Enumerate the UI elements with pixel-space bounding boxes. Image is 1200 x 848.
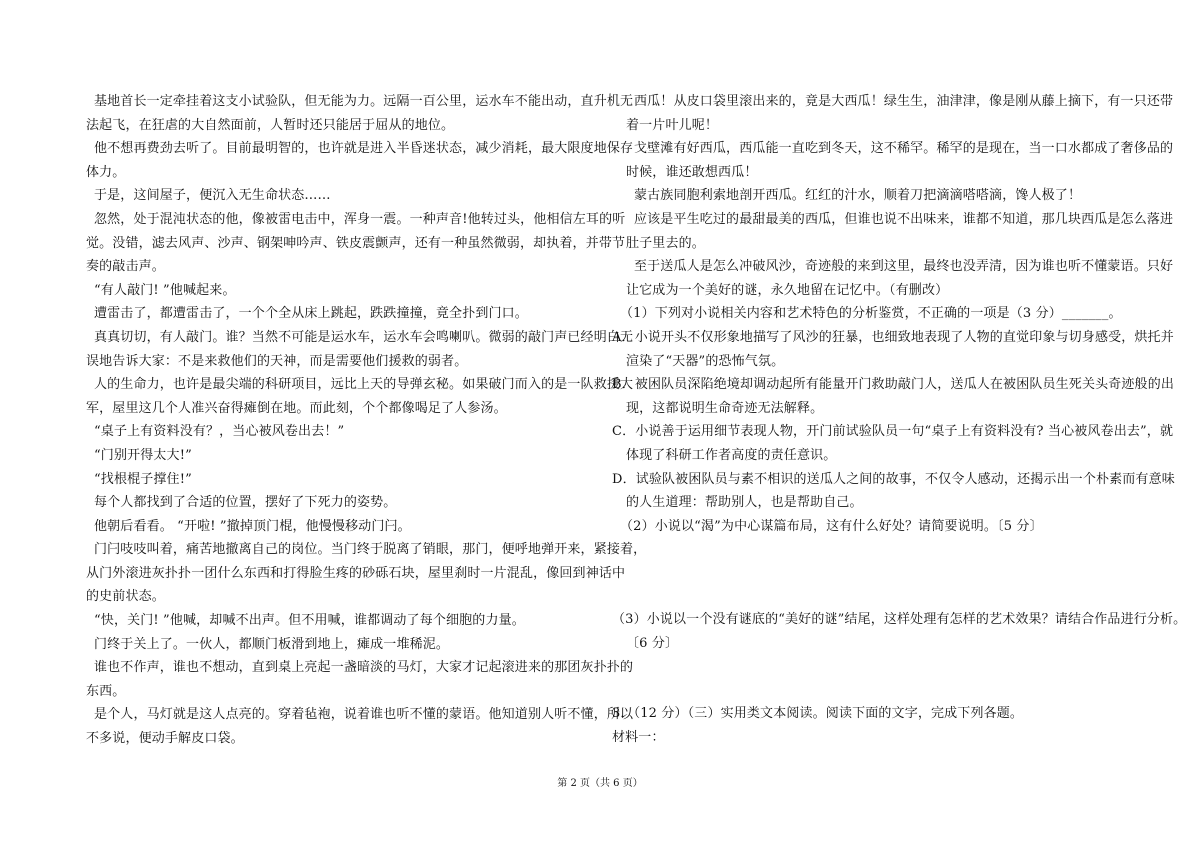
answer-space [612,538,1130,608]
left-text-line: 门闩吱吱叫着，痛苦地撤离自己的岗位。当门终于脱离了销眼，那门，便呼地弹开来，紧接着， [94,542,647,558]
right-text-line: B．被困队员深陷绝境却调动起所有能量开门救助敲门人，送瓜人在被困队员生死关头奇迹般的出 [612,377,1175,393]
right-text-line: 现，这都说明生命奇迹无法解释。 [626,400,824,416]
left-text-line: 基地首长一定牵挂着这支小试验队，但无能为力。远隔一百公里，运水车不能出动，直升机无 [94,94,634,109]
left-text-line: 他不想再费劲去听了。目前最明智的，也许就是进入半昏迷状态，减少消耗，最大限度地保存 [94,141,634,157]
left-text-line: 东西。 [86,683,126,699]
right-text-line: 时候，谁还敢想西瓜！ [626,164,758,180]
right-text-line: D．试验队被困队员与素不相识的送瓜人之间的故事，不仅令人感动，还揭示出一个朴素而有意味 [612,471,1175,487]
left-text-line: 不多说，便动手解皮口袋。 [86,731,244,747]
left-text-line: 奏的敲击声。 [86,259,165,275]
left-text-line: 误地告诉大家：不是来救他们的天神，而是需要他们援救的弱者。 [86,353,468,369]
right-text-line: 材料一： [612,730,665,746]
left-text-line: 忽然，处于混沌状态的他，像被雷电击中，浑身一震。一种声音!他转过头，他相信左耳的听 [94,211,626,227]
left-text-line: 军，屋里这几个人准兴奋得瘫倒在地。而此刻，个个都像喝足了人参汤。 [86,400,507,416]
right-text-line: 体现了科研工作者高度的责任意识。 [626,447,837,463]
left-text-line: 于是，这间屋子，便沉入无生命状态…… [94,188,331,204]
left-text-line: 是个人，马灯就是这人点亮的。穿着毡袍，说着谁也听不懂的蒙语。他知道别人听不懂，所以 [94,707,634,723]
right-text-line: （2）小说以“渴”为中心谋篇布局，这有什么好处？请简要说明。〔5 分〕 [620,518,1043,534]
left-text-line: 真真切切，有人敲门。谁？当然不可能是运水车，运水车会鸣喇叭。微弱的敲门声已经明白无 [94,329,634,345]
left-text-line: “门别开得太大!” [94,447,192,463]
right-text-line: 肚子里去的。 [626,235,705,251]
right-text-line: 戈壁滩有好西瓜，西瓜能一直吃到冬天，这不稀罕。稀罕的是现在，当一口水都成了奢侈品的 [634,141,1174,157]
right-text-line: 应该是平生吃过的最甜最美的西瓜，但谁也说不出味来，谁都不知道，那几块西瓜是怎么落进 [634,211,1174,227]
left-text-line: 从门外滚进灰扑扑一团什么东西和打得脸生疼的砂砾石块，屋里刹时一片混乱，像回到神话中 [86,565,626,581]
right-text-line: 的人生道理：帮助别人，也是帮助自己。 [626,495,863,511]
left-text-line: 谁也不作声，谁也不想动，直到桌上亮起一盏暗淡的马灯，大家才记起滚进来的那团灰扑扑的 [94,660,634,676]
answer-space [612,655,1130,702]
left-text-line: 体力。 [86,164,126,180]
left-text-line: 人的生命力，也许是最尖端的科研项目，远比上天的导弹玄秘。如果破门而入的是一队救援大 [94,377,634,393]
right-column [612,90,1187,750]
left-text-line: 他朝后看看。 “开啦! ”撤掉顶门棍，他慢慢移动门闩。 [94,518,411,534]
left-text-line: “找根棍子撑住!” [94,471,192,487]
left-text-line: 每个人都找到了合适的位置，摆好了下死力的姿势。 [94,495,397,511]
left-text-line: 觉。没错，滤去风声、沙声、钢架呻吟声、铁皮震颤声，还有一种虽然微弱，却执着，并带节 [86,235,626,251]
right-text-line: 〔6 分〕 [626,635,679,651]
left-text-line: “快，关门! ”他喊，却喊不出声。但不用喊，谁都调动了每个细胞的力量。 [94,613,525,629]
right-text-line: （1）下列对小说相关内容和艺术特色的分析鉴赏，不正确的一项是（3 分）_______。 [620,306,1122,322]
right-text-line: A．小说开头不仅形象地描写了风沙的狂暴，也细致地表现了人物的直觉印象与切身感受，烘托并 [612,329,1174,345]
right-text-line: 渲染了“天器”的恐怖气氛。 [626,353,785,369]
right-text-line: C．小说善于运用细节表现人物，开门前试验队员一句“桌子上有资料没有? 当心被风卷出去”，就 [612,424,1174,440]
left-text-line: 的史前状态。 [86,589,165,605]
right-text-line: 3．（12 分）（三）实用类文本阅读。阅读下面的文字，完成下列各题。 [612,706,1024,722]
left-text-line: “有人敲门! ”他喊起来。 [94,282,236,298]
left-text-line: 门终于关上了。一伙人，都顺门板滑到地上，瘫成一堆稀泥。 [94,636,450,652]
right-text-line: （3）小说以一个没有谜底的“美好的谜”结尾，这样处理有怎样的艺术效果？请结合作品进行分析。 [612,612,1187,628]
right-text-line: 蒙古族同胞利索地剖开西瓜。红红的汁水，顺着刀把滴滴嗒嗒滴，馋人极了！ [634,188,1082,204]
right-text-line: 西瓜！从皮口袋里滚出来的，竟是大西瓜！绿生生，油津津，像是刚从藤上摘下，有一只还带 [634,94,1174,109]
right-text-line: 至于送瓜人是怎么冲破风沙，奇迹般的来到这里，最终也没弄清，因为谁也听不懂蒙语。只好 [634,259,1174,275]
left-text-line: “桌子上有资料没有？，当心被风卷出去！” [94,424,345,440]
right-text-line: 着一片叶儿呢！ [626,117,719,133]
page-footer: 第 2 页（共 6 页） [557,778,643,789]
left-text-line: 法起飞，在狂虐的大自然面前，人暂时还只能居于屈从的地位。 [86,117,455,133]
right-text-line: 让它成为一个美好的谜，永久地留在记忆中。（有删改） [626,282,949,298]
left-text-line: 遭雷击了，都遭雷击了，一个个全从床上跳起，跌跌撞撞，竟全扑到门口。 [94,306,528,322]
